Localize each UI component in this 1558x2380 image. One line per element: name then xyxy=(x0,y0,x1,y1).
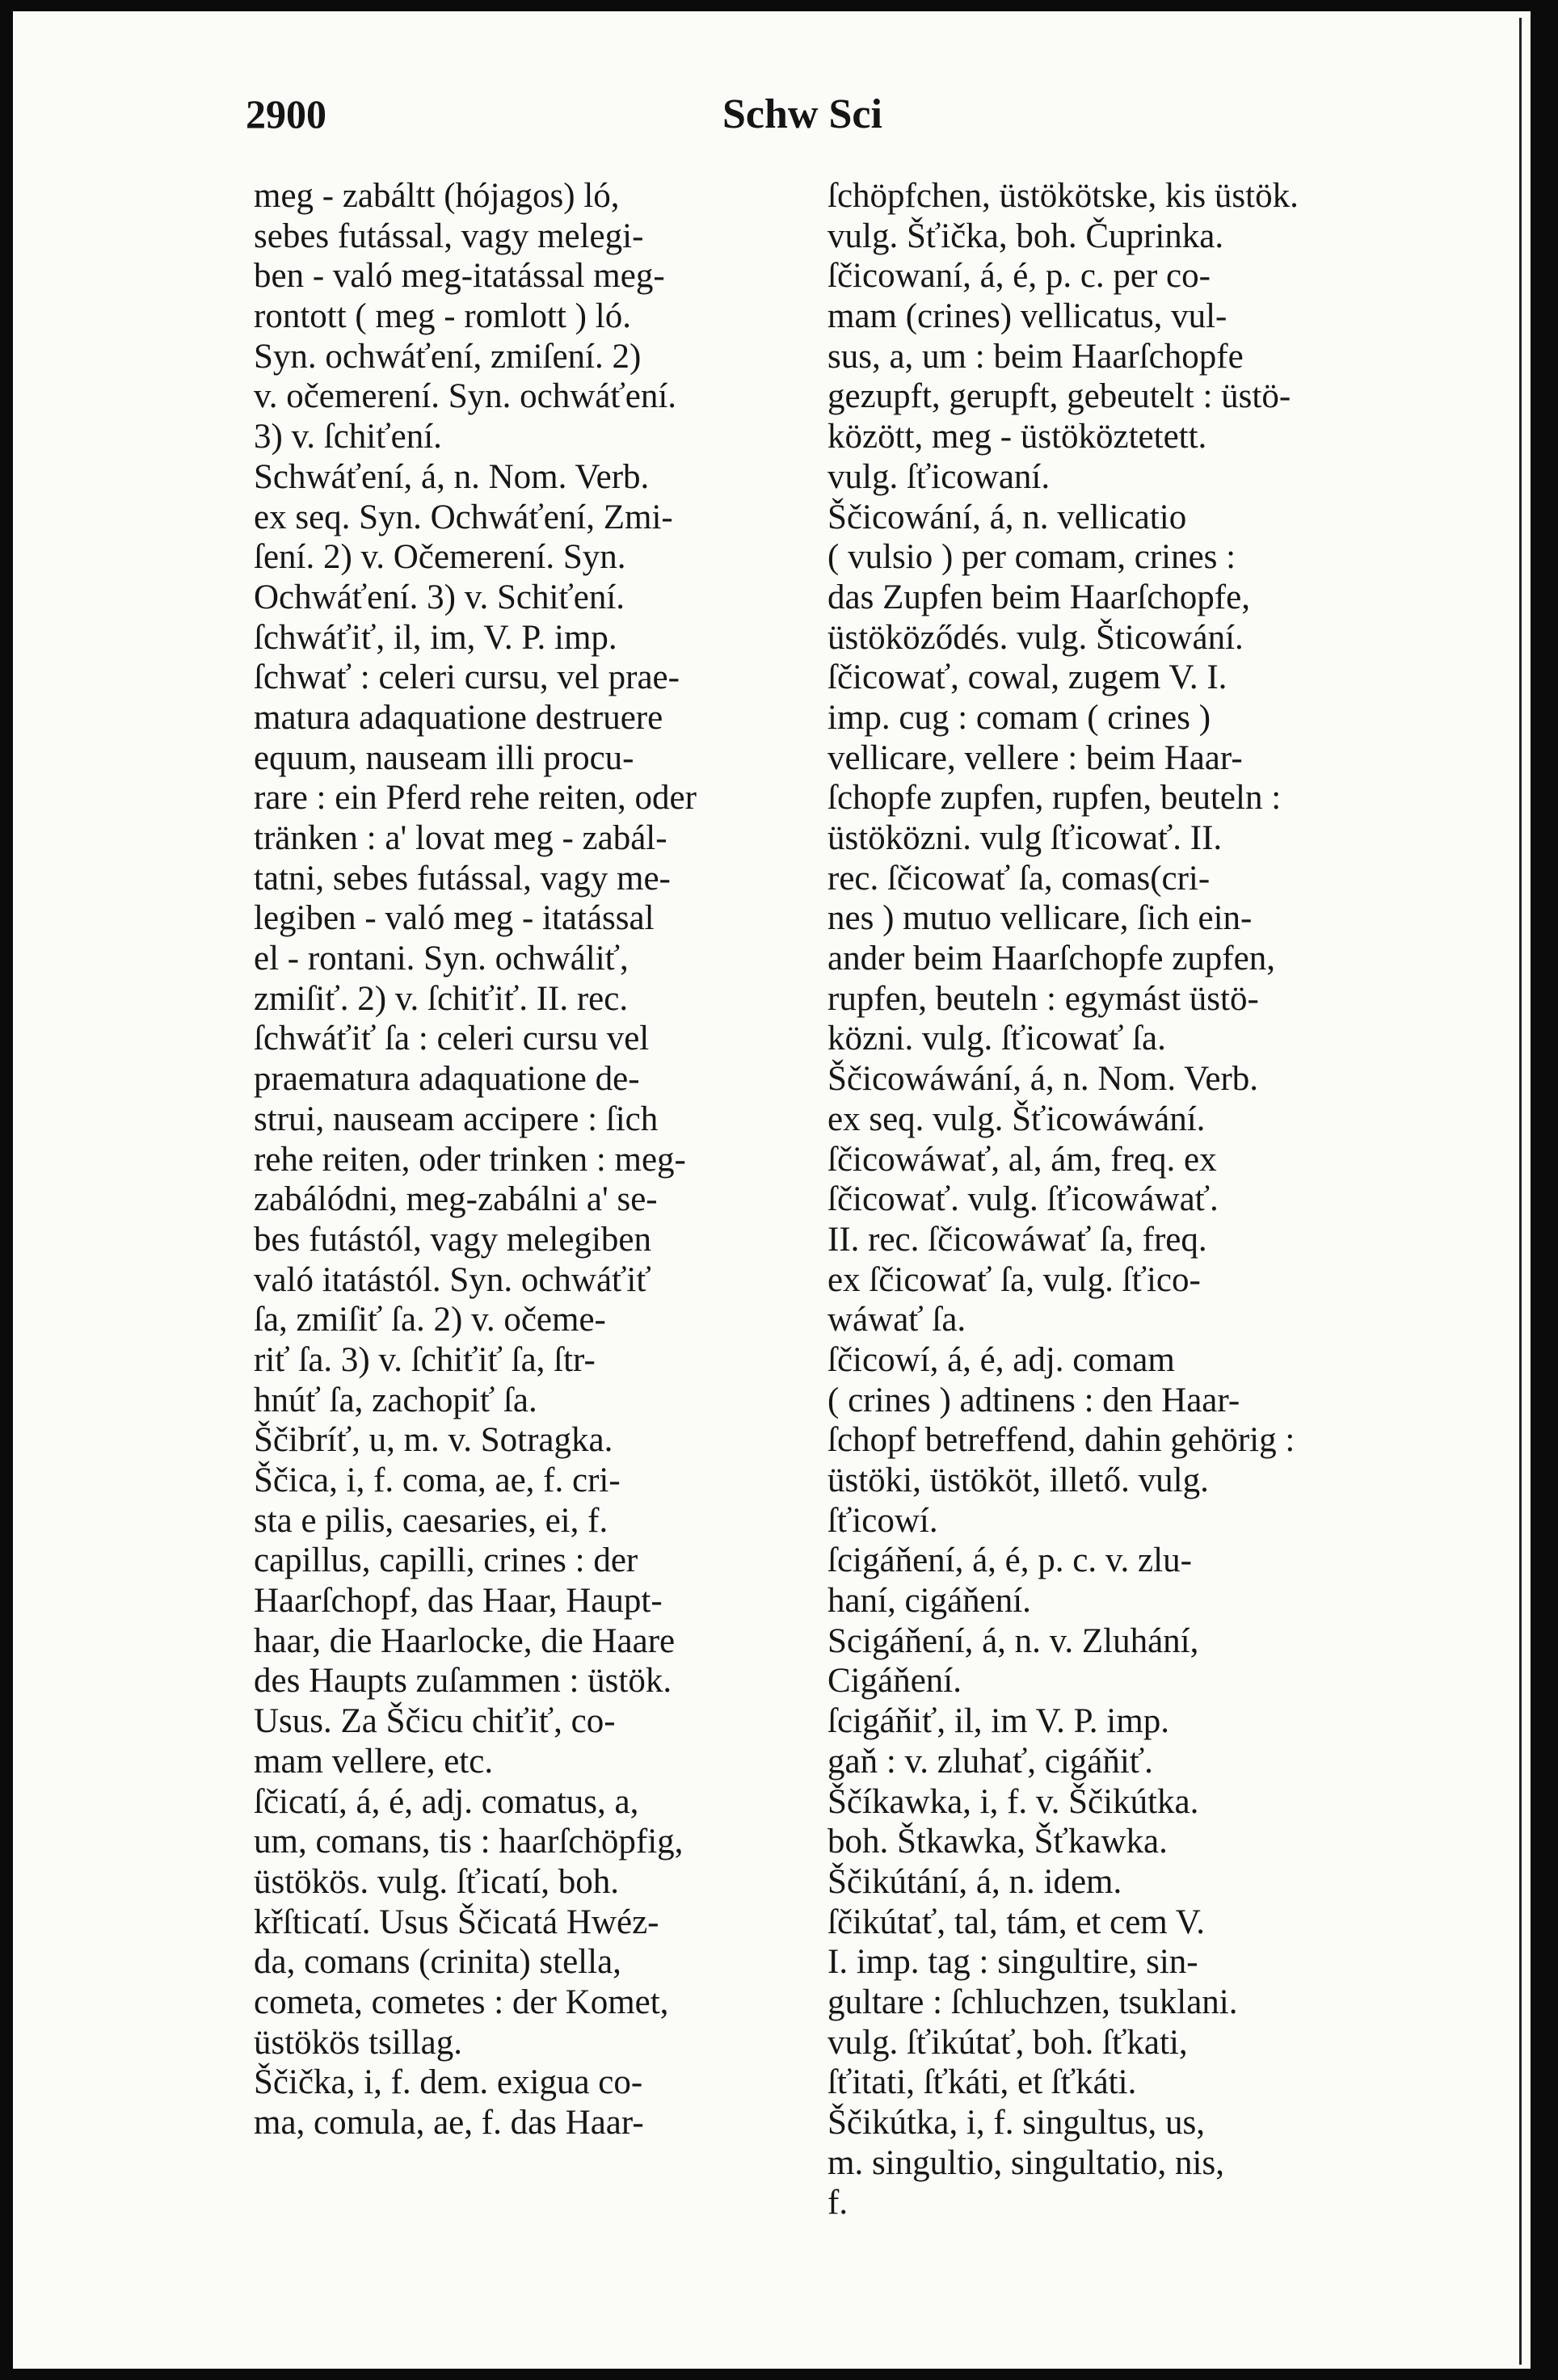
dictionary-line: Ščička, i, f. dem. exigua co- xyxy=(254,2063,643,2102)
dictionary-line: wáwať ſa. xyxy=(827,1301,966,1339)
dictionary-line: ſchöpfchen, üstökötske, kis üstök. xyxy=(827,177,1299,215)
dictionary-line: hnúť ſa, zachopiť ſa. xyxy=(254,1381,537,1419)
dictionary-line: vulg. ſťikútať, boh. ſťkati, xyxy=(827,2023,1188,2062)
dictionary-line: üstöki, üstököt, illető. vulg. xyxy=(827,1461,1209,1499)
dictionary-line: mam (crines) vellicatus, vul- xyxy=(827,297,1227,336)
dictionary-line: Syn. ochwáťení, zmiſení. 2) xyxy=(254,337,642,376)
dictionary-line: das Zupfen beim Haarſchopfe, xyxy=(827,578,1250,616)
page-header xyxy=(13,90,1531,147)
dictionary-line: Ščíkawka, i, f. v. Ščikútka. xyxy=(827,1782,1199,1821)
dictionary-line: zabálódni, meg-zabálni a' se- xyxy=(254,1180,658,1219)
dictionary-line: riť ſa. 3) v. ſchiťiť ſa, ſtr- xyxy=(254,1340,596,1379)
dictionary-line: ſcigáňiť, il, im V. P. imp. xyxy=(827,1702,1169,1741)
dictionary-line: Usus. Za Ščicu chiťiť, co- xyxy=(254,1702,616,1741)
dictionary-line: sta e pilis, caesaries, ei, f. xyxy=(254,1501,608,1540)
dictionary-line: tränken : a' lovat meg - zabál- xyxy=(254,819,667,857)
dictionary-line: ( vulsio ) per comam, crines : xyxy=(827,538,1236,577)
dictionary-line: strui, nauseam accipere : ſich xyxy=(254,1100,659,1138)
dictionary-line: bes futástól, vagy melegiben xyxy=(254,1220,651,1259)
dictionary-line: Ščicowáwání, á, n. Nom. Verb. xyxy=(827,1060,1259,1099)
dictionary-line: rehe reiten, oder trinken : meg- xyxy=(254,1140,686,1179)
dictionary-line: ſčicowať. vulg. ſťicowáwať. xyxy=(827,1180,1219,1219)
dictionary-line: ſťitati, ſťkáti, et ſťkáti. xyxy=(827,2063,1137,2102)
dictionary-line: Haarſchopf, das Haar, Haupt- xyxy=(254,1582,663,1621)
dictionary-line: ben - való meg-itatással meg- xyxy=(254,257,665,296)
dictionary-line: vellicare, vellere : beim Haar- xyxy=(827,738,1243,777)
dictionary-line: ma, comula, ae, f. das Haar- xyxy=(254,2104,644,2142)
dictionary-line: ſcigáňení, á, é, p. c. v. zlu- xyxy=(827,1541,1192,1580)
dictionary-line: legiben - való meg - itatással xyxy=(254,899,655,938)
right-column xyxy=(827,176,1417,2223)
dictionary-line: ſťicowí. xyxy=(827,1501,938,1540)
dictionary-line: vulg. ſťicowaní. xyxy=(827,457,1051,496)
dictionary-line: sebes futással, vagy melegi- xyxy=(254,217,644,255)
dictionary-line: boh. Štkawka, Šťkawka. xyxy=(827,1823,1168,1861)
dictionary-line: praematura adaquatione de- xyxy=(254,1060,640,1099)
dictionary-line: haar, die Haarlocke, die Haare xyxy=(254,1621,676,1660)
dictionary-line: ſchwáťiť, il, im, V. P. imp. xyxy=(254,618,617,657)
dictionary-line: rec. ſčicowať ſa, comas(cri- xyxy=(827,859,1211,898)
left-column xyxy=(254,176,803,2143)
dictionary-page xyxy=(13,11,1531,2369)
dictionary-line: gezupft, gerupft, gebeutelt : üstö- xyxy=(827,377,1291,416)
dictionary-line: cometa, cometes : der Komet, xyxy=(254,1983,669,2021)
dictionary-line: rontott ( meg - romlott ) ló. xyxy=(254,297,631,336)
dictionary-line: ſčikútať, tal, tám, et cem V. xyxy=(827,1903,1205,1941)
dictionary-line: gaň : v. zluhať, cigáňiť. xyxy=(827,1742,1153,1781)
dictionary-line: közni. vulg. ſťicowať ſa. xyxy=(827,1020,1166,1058)
dictionary-line: křſticatí. Usus Ščicatá Hwéz- xyxy=(254,1903,659,1941)
dictionary-line: vulg. Šťička, boh. Čuprinka. xyxy=(827,217,1224,255)
dictionary-line: ſa, zmiſiť ſa. 2) v. očeme- xyxy=(254,1301,606,1339)
dictionary-line: Schwáťení, á, n. Nom. Verb. xyxy=(254,457,650,496)
dictionary-line: el - rontani. Syn. ochwáliť, xyxy=(254,940,629,978)
dictionary-line: üstöközni. vulg ſťicowať. II. xyxy=(827,819,1223,857)
page-edge-rule xyxy=(1519,18,1522,2365)
running-head: Schw Sci xyxy=(722,91,882,137)
dictionary-line: equum, nauseam illi procu- xyxy=(254,738,634,777)
dictionary-line: ex seq. Syn. Ochwáťení, Zmi- xyxy=(254,498,673,536)
dictionary-line: ſčicowí, á, é, adj. comam xyxy=(827,1340,1175,1379)
dictionary-line: ( crines ) adtinens : den Haar- xyxy=(827,1381,1240,1419)
dictionary-line: ſčicatí, á, é, adj. comatus, a, xyxy=(254,1782,639,1821)
dictionary-line: Cigáňení. xyxy=(827,1662,962,1701)
dictionary-line: való itatástól. Syn. ochwáťiť xyxy=(254,1260,651,1299)
dictionary-line: Ochwáťení. 3) v. Schiťení. xyxy=(254,578,625,616)
dictionary-line: 3) v. ſchiťení. xyxy=(254,418,442,456)
page-number: 2900 xyxy=(246,91,326,137)
dictionary-line: meg - zabáltt (hójagos) ló, xyxy=(254,177,620,215)
dictionary-line: II. rec. ſčicowáwať ſa, freq. xyxy=(827,1220,1207,1259)
dictionary-line: ſčicowáwať, al, ám, freq. ex xyxy=(827,1140,1217,1179)
dictionary-line: Ščica, i, f. coma, ae, f. cri- xyxy=(254,1461,621,1499)
dictionary-line: da, comans (crinita) stella, xyxy=(254,1943,621,1982)
dictionary-line: Ščikútka, i, f. singultus, us, xyxy=(827,2104,1206,2142)
dictionary-line: capillus, capilli, crines : der xyxy=(254,1541,638,1580)
dictionary-line: Ščicowání, á, n. vellicatio xyxy=(827,498,1187,536)
dictionary-line: üstökös. vulg. ſťicatí, boh. xyxy=(254,1862,619,1901)
dictionary-line: ander beim Haarſchopfe zupfen, xyxy=(827,940,1275,978)
dictionary-line: mam vellere, etc. xyxy=(254,1742,494,1781)
dictionary-line: v. očemerení. Syn. ochwáťení. xyxy=(254,377,677,416)
dictionary-line: üstököződés. vulg. Šticowání. xyxy=(827,618,1244,657)
dictionary-line: I. imp. tag : singultire, sin- xyxy=(827,1943,1198,1982)
dictionary-line: ex seq. vulg. Šťicowáwání. xyxy=(827,1100,1206,1138)
dictionary-line: tatni, sebes futással, vagy me- xyxy=(254,859,671,898)
dictionary-line: haní, cigáňení. xyxy=(827,1582,1031,1621)
dictionary-line: Ščikútání, á, n. idem. xyxy=(827,1862,1122,1901)
dictionary-line: des Haupts zuſammen : üstök. xyxy=(254,1662,672,1701)
dictionary-line: f. xyxy=(827,2184,848,2222)
dictionary-line: ſčicowaní, á, é, p. c. per co- xyxy=(827,257,1211,296)
dictionary-line: imp. cug : comam ( crines ) xyxy=(827,698,1211,737)
dictionary-line: sus, a, um : beim Haarſchopfe xyxy=(827,337,1244,376)
dictionary-line: gultare : ſchluchzen, tsuklani. xyxy=(827,1983,1238,2021)
dictionary-line: ſchwať : celeri cursu, vel prae- xyxy=(254,658,680,697)
dictionary-line: rare : ein Pferd rehe reiten, oder xyxy=(254,779,697,818)
dictionary-line: Ščibríť, u, m. v. Sotragka. xyxy=(254,1421,613,1460)
dictionary-line: ſchwáťiť ſa : celeri cursu vel xyxy=(254,1020,650,1058)
dictionary-line: ex ſčicowať ſa, vulg. ſťico- xyxy=(827,1260,1201,1299)
dictionary-line: üstökös tsillag. xyxy=(254,2023,463,2062)
dictionary-line: ſchopf betreffend, dahin gehörig : xyxy=(827,1421,1295,1460)
dictionary-line: um, comans, tis : haarſchöpfig, xyxy=(254,1823,684,1861)
dictionary-line: ſení. 2) v. Očemerení. Syn. xyxy=(254,538,626,577)
dictionary-line: Scigáňení, á, n. v. Zluhání, xyxy=(827,1621,1199,1660)
dictionary-line: matura adaquatione destruere xyxy=(254,698,663,737)
dictionary-line: ſchopfe zupfen, rupfen, beuteln : xyxy=(827,779,1282,818)
dictionary-line: m. singultio, singultatio, nis, xyxy=(827,2143,1224,2182)
dictionary-line: ſčicowať, cowal, zugem V. I. xyxy=(827,658,1227,697)
dictionary-line: zmiſiť. 2) v. ſchiťiť. II. rec. xyxy=(254,979,629,1018)
dictionary-line: között, meg - üstököztetett. xyxy=(827,418,1207,456)
dictionary-line: nes ) mutuo vellicare, ſich ein- xyxy=(827,899,1253,938)
dictionary-line: rupfen, beuteln : egymást üstö- xyxy=(827,979,1259,1018)
